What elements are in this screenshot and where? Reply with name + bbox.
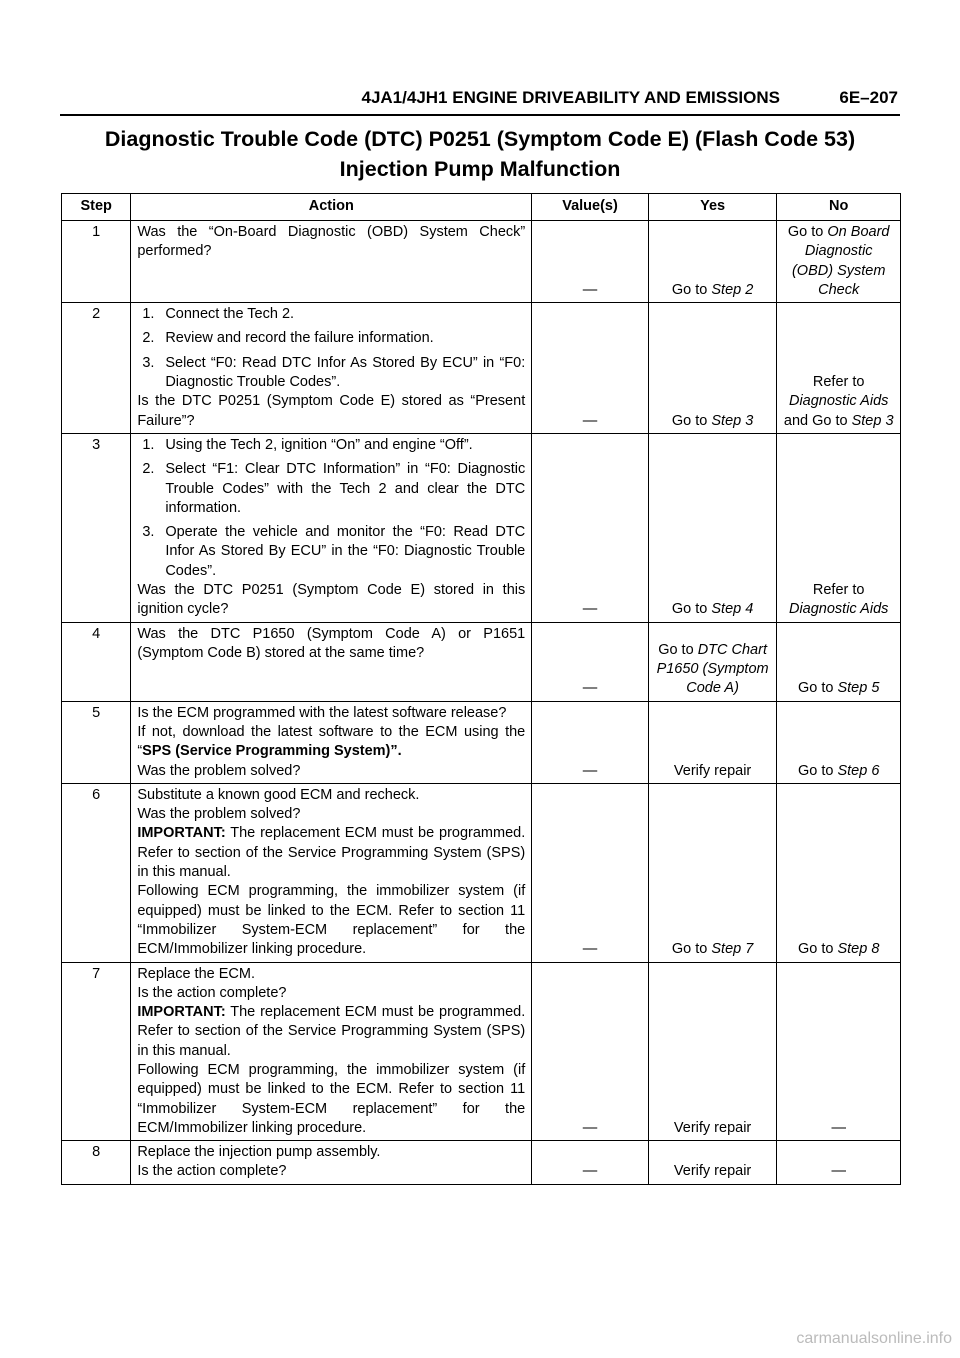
- step-link[interactable]: Step 7: [711, 941, 754, 958]
- no-cell: Go to Step 5: [777, 622, 901, 701]
- value-cell: —: [532, 1141, 649, 1185]
- value-cell: —: [532, 433, 649, 622]
- yes-cell: Verify repair: [648, 1141, 777, 1185]
- sps-label: SPS (Service Programming System)”.: [142, 743, 402, 760]
- table-row: [62, 962, 901, 1141]
- title-line-2: Injection Pump Malfunction: [339, 157, 621, 181]
- dtc-chart-link[interactable]: DTC Chart P1650 (Symptom Code A): [656, 641, 769, 697]
- action-question: Was the problem solved?: [137, 762, 301, 779]
- list-item-text: Select “F0: Read DTC Infor As Stored By ECU” in “F0: Diagnostic Trouble Codes”.: [165, 354, 526, 391]
- step-link[interactable]: Step 3: [851, 412, 894, 429]
- no-cell: Refer to Diagnostic Aids: [777, 433, 901, 622]
- important-note: IMPORTANT: The replacement ECM must be programmed. Refer to section of the Service Programming System (SPS) in this manual.: [137, 825, 526, 881]
- action-cell: [131, 783, 532, 962]
- step-number: 3: [62, 433, 131, 622]
- action-cell: [131, 622, 532, 701]
- action-text: Replace the injection pump assembly.: [137, 1144, 381, 1161]
- list-item: [137, 436, 525, 455]
- no-cell: —: [777, 1141, 901, 1185]
- obd-check-link[interactable]: On Board Diagnostic (OBD) System Check: [791, 224, 890, 298]
- section-title: 4JA1/4JH1 ENGINE DRIVEABILITY AND EMISSIONS: [361, 88, 780, 107]
- important-note: IMPORTANT: The replacement ECM must be programmed. Refer to section of the Service Programming System (SPS) in this manual.: [137, 1004, 526, 1059]
- title-line-1: Diagnostic Trouble Code (DTC) P0251 (Symptom Code E) (Flash Code 53): [104, 127, 856, 151]
- action-cell: [131, 433, 532, 622]
- step-number: 1: [62, 221, 131, 303]
- yes-cell: Verify repair: [648, 962, 777, 1141]
- list-number: 2.: [142, 330, 155, 347]
- step-number: 4: [62, 622, 131, 701]
- action-text: Is the ECM programmed with the latest software release?: [137, 704, 507, 721]
- step-number: 7: [62, 962, 131, 1141]
- action-text: Was the “On-Board Diagnostic (OBD) System Check” performed?: [137, 224, 526, 260]
- list-item-text: Operate the vehicle and monitor the “F0: Read DTC Infor As Stored By ECU” in the “F0: Diagnostic Trouble Codes”.: [165, 524, 526, 579]
- value-cell: —: [532, 701, 649, 783]
- yes-cell: Go to Step 7: [648, 783, 777, 962]
- step-link[interactable]: Step 3: [711, 412, 754, 429]
- list-item: [137, 523, 525, 581]
- page-number: 6E–207: [839, 88, 898, 107]
- header-step: Step: [62, 194, 131, 221]
- no-cell: Go to Step 6: [777, 701, 901, 783]
- action-question: Was the DTC P0251 (Symptom Code E) stored in this ignition cycle?: [137, 582, 526, 618]
- step-number: 6: [62, 783, 131, 962]
- table-row: [62, 303, 901, 434]
- action-text: Substitute a known good ECM and recheck.: [137, 786, 420, 803]
- list-item: [137, 329, 525, 348]
- action-cell: [131, 221, 532, 303]
- header-action: Action: [131, 194, 532, 221]
- list-number: 1.: [142, 436, 155, 453]
- table-row: [62, 221, 901, 303]
- step-number: 5: [62, 701, 131, 783]
- list-number: 3.: [142, 354, 155, 371]
- important-label: IMPORTANT:: [137, 825, 226, 842]
- step-link[interactable]: Step 2: [711, 281, 754, 298]
- action-cell: [131, 303, 532, 434]
- watermark: carmanualsonline.info: [796, 1330, 952, 1347]
- list-number: 1.: [142, 306, 155, 323]
- page-title: [60, 124, 900, 184]
- diagnostic-aids-link[interactable]: Diagnostic Aids: [788, 601, 889, 618]
- page-header: [60, 88, 900, 116]
- value-cell: —: [532, 783, 649, 962]
- action-question: Was the problem solved?: [137, 806, 301, 823]
- table-header-row: [62, 194, 901, 221]
- step-number: 8: [62, 1141, 131, 1185]
- important-label: IMPORTANT:: [137, 1004, 226, 1021]
- step-link[interactable]: Step 8: [837, 941, 880, 958]
- action-cell: [131, 1141, 532, 1185]
- yes-cell: Go to Step 3: [648, 303, 777, 434]
- header-yes: Yes: [648, 194, 777, 221]
- value-cell: —: [532, 622, 649, 701]
- step-link[interactable]: Step 5: [837, 680, 880, 697]
- action-question: Is the action complete?: [137, 1163, 287, 1180]
- list-item-text: Connect the Tech 2.: [165, 306, 295, 323]
- header-values: Value(s): [532, 194, 649, 221]
- yes-cell: Go to Step 2: [648, 221, 777, 303]
- action-steps: [137, 436, 525, 581]
- value-cell: —: [532, 962, 649, 1141]
- action-text: If not, download the latest software to the ECM using the “SPS (Service Programming System)”.: [137, 723, 526, 760]
- yes-cell: Go to DTC Chart P1650 (Symptom Code A): [648, 622, 777, 701]
- no-cell: Go to Step 8: [777, 783, 901, 962]
- value-cell: —: [532, 221, 649, 303]
- action-steps: [137, 305, 525, 392]
- no-cell: Go to On Board Diagnostic (OBD) System Check: [777, 221, 901, 303]
- list-item: [137, 305, 525, 324]
- table-row: [62, 783, 901, 962]
- action-cell: [131, 701, 532, 783]
- diagnostic-aids-link[interactable]: Diagnostic Aids: [788, 393, 889, 410]
- yes-cell: Verify repair: [648, 701, 777, 783]
- no-cell: Refer to Diagnostic Aids and Go to Step 3: [777, 303, 901, 434]
- step-link[interactable]: Step 4: [711, 601, 754, 618]
- action-question: Is the DTC P0251 (Symptom Code E) stored as “Present Failure”?: [137, 393, 526, 429]
- no-cell: —: [777, 962, 901, 1141]
- table-row: [62, 1141, 901, 1185]
- list-item-text: Select “F1: Clear DTC Information” in “F0: Diagnostic Trouble Codes” with the Tech 2 and clear the DTC information.: [165, 461, 526, 516]
- step-link[interactable]: Step 6: [837, 762, 880, 779]
- header-no: No: [777, 194, 901, 221]
- list-item: [137, 460, 525, 518]
- list-item-text: Using the Tech 2, ignition “On” and engine “Off”.: [165, 436, 473, 453]
- diagnostic-table: [61, 193, 901, 1185]
- action-question: Is the action complete?: [137, 984, 287, 1001]
- list-item: [137, 354, 525, 393]
- action-cell: [131, 962, 532, 1141]
- action-text: Was the DTC P1650 (Symptom Code A) or P1651 (Symptom Code B) stored at the same time?: [137, 625, 526, 661]
- step-number: 2: [62, 303, 131, 434]
- list-item-text: Review and record the failure information.: [165, 330, 434, 347]
- list-number: 3.: [142, 524, 155, 541]
- yes-cell: Go to Step 4: [648, 433, 777, 622]
- table-row: [62, 433, 901, 622]
- follow-note: Following ECM programming, the immobilizer system (if equipped) must be linked to the ECM. Refer to section 11 “Immobilizer System-ECM replacement” for the ECM/Immobilizer linking procedure.: [137, 1061, 526, 1136]
- follow-note: Following ECM programming, the immobilizer system (if equipped) must be linked to the ECM. Refer to section 11 “Immobilizer System-ECM replacement” for the ECM/Immobilizer linking procedure.: [137, 883, 526, 958]
- action-text: Replace the ECM.: [137, 965, 255, 982]
- value-cell: —: [532, 303, 649, 434]
- table-row: [62, 701, 901, 783]
- list-number: 2.: [142, 461, 155, 478]
- table-row: [62, 622, 901, 701]
